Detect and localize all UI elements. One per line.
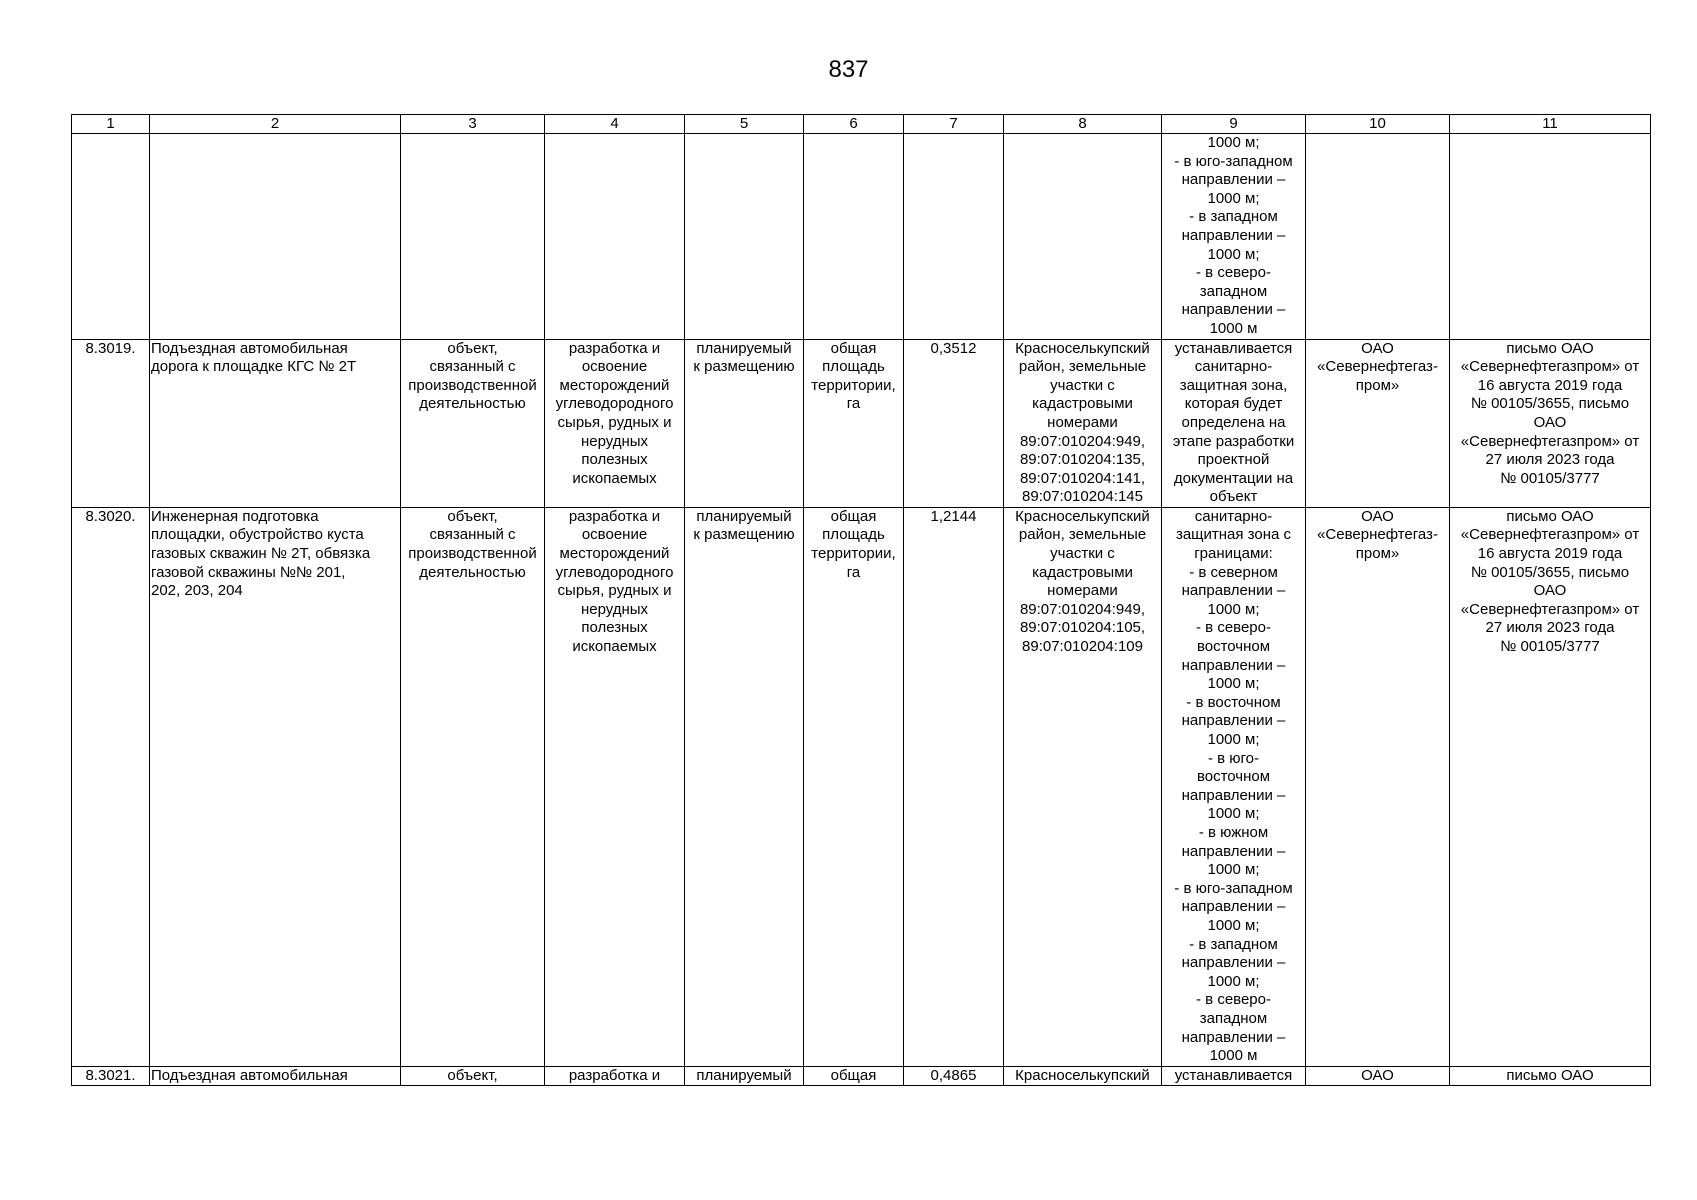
- table-cell: [150, 134, 401, 340]
- characteristic: общая: [804, 1066, 904, 1086]
- object-purpose: объект, связанный с производственной деятельностью: [401, 339, 545, 507]
- basis-document: письмо ОАО «Севернефтегазпром» от 16 августа 2019 года № 00105/3655, письмо ОАО «Севернефтегазпром» от 27 июля 2023 года № 00105/3777: [1450, 507, 1651, 1066]
- basis-document: письмо ОАО: [1450, 1066, 1651, 1086]
- object-name: Инженерная подготовка площадки, обустройство куста газовых скважин № 2Т, обвязка газовой скважины №№ 201, 202, 203, 204: [150, 507, 401, 1066]
- column-number-header: [72, 115, 1651, 134]
- table-cell: [545, 134, 685, 340]
- object-name: Подъездная автомобильная: [150, 1066, 401, 1086]
- row-number: 8.3019.: [72, 339, 150, 507]
- column-header: 11: [1450, 115, 1651, 134]
- object-name: Подъездная автомобильная дорога к площадке КГС № 2Т: [150, 339, 401, 507]
- location: Красноселькупский район, земельные участки с кадастровыми номерами 89:07:010204:949, 89:07:010204:105, 89:07:010204:109: [1004, 507, 1162, 1066]
- continuation-row: [72, 134, 1651, 340]
- characteristic: общая площадь территории, га: [804, 507, 904, 1066]
- object-purpose: объект, связанный с производственной деятельностью: [401, 507, 545, 1066]
- column-header: 5: [685, 115, 804, 134]
- column-header: 6: [804, 115, 904, 134]
- owner: ОАО «Севернефтегаз- пром»: [1306, 507, 1450, 1066]
- table-row: [72, 339, 1651, 507]
- activity-type: разработка и освоение месторождений углеводородного сырья, рудных и нерудных полезных ископаемых: [545, 507, 685, 1066]
- table-cell: [1004, 134, 1162, 340]
- object-status: планируемый: [685, 1066, 804, 1086]
- table-cell: [685, 134, 804, 340]
- table-cell: [72, 134, 150, 340]
- activity-type: разработка и освоение месторождений углеводородного сырья, рудных и нерудных полезных ископаемых: [545, 339, 685, 507]
- column-header: 10: [1306, 115, 1450, 134]
- zone-cell: устанавливается санитарно- защитная зона, которая будет определена на этапе разработки проектной документации на объект: [1162, 339, 1306, 507]
- row-number: 8.3020.: [72, 507, 150, 1066]
- table-row: [72, 1066, 1651, 1086]
- zone-cell: 1000 м; - в юго-западном направлении – 1000 м; - в западном направлении – 1000 м; - в северо- западном направлении – 1000 м: [1162, 134, 1306, 340]
- owner: ОАО «Севернефтегаз- пром»: [1306, 339, 1450, 507]
- basis-document: письмо ОАО «Севернефтегазпром» от 16 августа 2019 года № 00105/3655, письмо ОАО «Севернефтегазпром» от 27 июля 2023 года № 00105/3777: [1450, 339, 1651, 507]
- owner: ОАО: [1306, 1066, 1450, 1086]
- characteristic-value: 0,3512: [904, 339, 1004, 507]
- column-header: 3: [401, 115, 545, 134]
- table-cell: [804, 134, 904, 340]
- column-header: 1: [72, 115, 150, 134]
- table-row: [72, 507, 1651, 1066]
- row-number: 8.3021.: [72, 1066, 150, 1086]
- table-cell: [1306, 134, 1450, 340]
- registry-table: [71, 114, 1651, 1086]
- table-cell: [904, 134, 1004, 340]
- column-header: 9: [1162, 115, 1306, 134]
- zone-cell: санитарно- защитная зона с границами: - в северном направлении – 1000 м; - в северо- восточном направлении – 1000 м; - в восточном направлении – 1000 м; - в юго- восточном направлении – 1000 м; - в южном направлении – 1000 м; - в юго-западном направлении – 1000 м; - в западном направлении – 1000 м; - в северо- западном направлении – 1000 м: [1162, 507, 1306, 1066]
- column-header: 8: [1004, 115, 1162, 134]
- column-header: 7: [904, 115, 1004, 134]
- column-header: 4: [545, 115, 685, 134]
- column-header: 2: [150, 115, 401, 134]
- location: Красноселькупский: [1004, 1066, 1162, 1086]
- characteristic: общая площадь территории, га: [804, 339, 904, 507]
- object-purpose: объект,: [401, 1066, 545, 1086]
- page-number: 837: [828, 56, 869, 83]
- table-cell: [401, 134, 545, 340]
- characteristic-value: 1,2144: [904, 507, 1004, 1066]
- characteristic-value: 0,4865: [904, 1066, 1004, 1086]
- zone-cell: устанавливается: [1162, 1066, 1306, 1086]
- object-status: планируемый к размещению: [685, 507, 804, 1066]
- table-cell: [1450, 134, 1651, 340]
- activity-type: разработка и: [545, 1066, 685, 1086]
- object-status: планируемый к размещению: [685, 339, 804, 507]
- location: Красноселькупский район, земельные участки с кадастровыми номерами 89:07:010204:949, 89:07:010204:135, 89:07:010204:141, 89:07:010204:145: [1004, 339, 1162, 507]
